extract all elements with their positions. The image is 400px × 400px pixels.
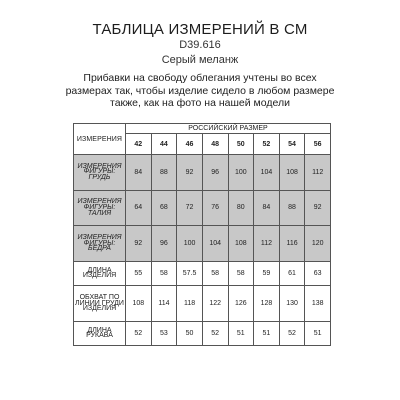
size-header-cell: 50 — [228, 134, 254, 155]
table-cell: 104 — [254, 155, 280, 191]
table-cell: 59 — [254, 261, 280, 285]
table-row — [74, 190, 331, 226]
row-label: ДЛИНА ИЗДЕЛИЯ — [74, 261, 126, 285]
table-cell: 108 — [279, 155, 305, 191]
table-cell: 50 — [177, 321, 203, 345]
table-cell: 51 — [228, 321, 254, 345]
table-cell: 72 — [177, 190, 203, 226]
row-label: ИЗМЕРЕНИЯ ФИГУРЫ: БЁДРА — [74, 226, 126, 262]
table-cell: 92 — [305, 190, 331, 226]
product-color: Серый меланж — [161, 54, 239, 66]
table-cell: 57.5 — [177, 261, 203, 285]
table-cell: 96 — [151, 226, 177, 262]
table-row — [74, 155, 331, 191]
size-header-cell: 42 — [126, 134, 152, 155]
table-cell: 58 — [202, 261, 228, 285]
table-cell: 53 — [151, 321, 177, 345]
table-cell: 84 — [126, 155, 152, 191]
table-cell: 63 — [305, 261, 331, 285]
size-header-cell: 46 — [177, 134, 203, 155]
table-cell: 128 — [254, 286, 280, 322]
table-cell: 61 — [279, 261, 305, 285]
table-cell: 122 — [202, 286, 228, 322]
table-cell: 120 — [305, 226, 331, 262]
table-cell: 88 — [151, 155, 177, 191]
size-header-cell: 44 — [151, 134, 177, 155]
table-cell: 80 — [228, 190, 254, 226]
table-cell: 88 — [279, 190, 305, 226]
table-cell: 52 — [126, 321, 152, 345]
table-cell: 114 — [151, 286, 177, 322]
table-cell: 52 — [279, 321, 305, 345]
table-cell: 68 — [151, 190, 177, 226]
table-cell: 130 — [279, 286, 305, 322]
size-header-cell: 52 — [254, 134, 280, 155]
table-cell: 84 — [254, 190, 280, 226]
table-cell: 108 — [228, 226, 254, 262]
table-cell: 76 — [202, 190, 228, 226]
fit-note: Прибавки на свободу облегания учтены во всех размерах так, чтобы изделие сидело в любом размере также, как на фото на нашей модели — [65, 72, 335, 109]
table-cell: 100 — [177, 226, 203, 262]
product-code: D39.616 — [179, 39, 221, 51]
table-cell: 138 — [305, 286, 331, 322]
table-header-row — [74, 124, 331, 134]
table-cell: 52 — [202, 321, 228, 345]
size-header-cell: 48 — [202, 134, 228, 155]
row-label: ДЛИНА РУКАВА — [74, 321, 126, 345]
table-cell: 112 — [254, 226, 280, 262]
table-cell: 126 — [228, 286, 254, 322]
table-cell: 104 — [202, 226, 228, 262]
table-cell: 51 — [305, 321, 331, 345]
table-cell: 51 — [254, 321, 280, 345]
row-label: ИЗМЕРЕНИЯ ФИГУРЫ: ТАЛИЯ — [74, 190, 126, 226]
page-title: ТАБЛИЦА ИЗМЕРЕНИЙ В СМ — [92, 21, 308, 38]
row-label: ОБХВАТ ПО ЛИНИИ ГРУДИ ИЗДЕЛИЯ — [74, 286, 126, 322]
table-cell: 58 — [151, 261, 177, 285]
row-label: ИЗМЕРЕНИЯ ФИГУРЫ: ГРУДЬ — [74, 155, 126, 191]
size-header-cell: 56 — [305, 134, 331, 155]
table-cell: 92 — [177, 155, 203, 191]
size-group-label: РОССИЙСКИЙ РАЗМЕР — [126, 124, 331, 134]
table-row — [74, 261, 331, 285]
table-cell: 112 — [305, 155, 331, 191]
corner-label: ИЗМЕРЕНИЯ — [74, 124, 126, 155]
table-cell: 96 — [202, 155, 228, 191]
size-table — [73, 123, 331, 346]
table-cell: 92 — [126, 226, 152, 262]
table-row — [74, 226, 331, 262]
table-cell: 55 — [126, 261, 152, 285]
table-cell: 116 — [279, 226, 305, 262]
table-row — [74, 286, 331, 322]
table-cell: 100 — [228, 155, 254, 191]
table-cell: 64 — [126, 190, 152, 226]
table-cell: 108 — [126, 286, 152, 322]
table-row — [74, 321, 331, 345]
size-header-cell: 54 — [279, 134, 305, 155]
table-cell: 118 — [177, 286, 203, 322]
table-cell: 58 — [228, 261, 254, 285]
